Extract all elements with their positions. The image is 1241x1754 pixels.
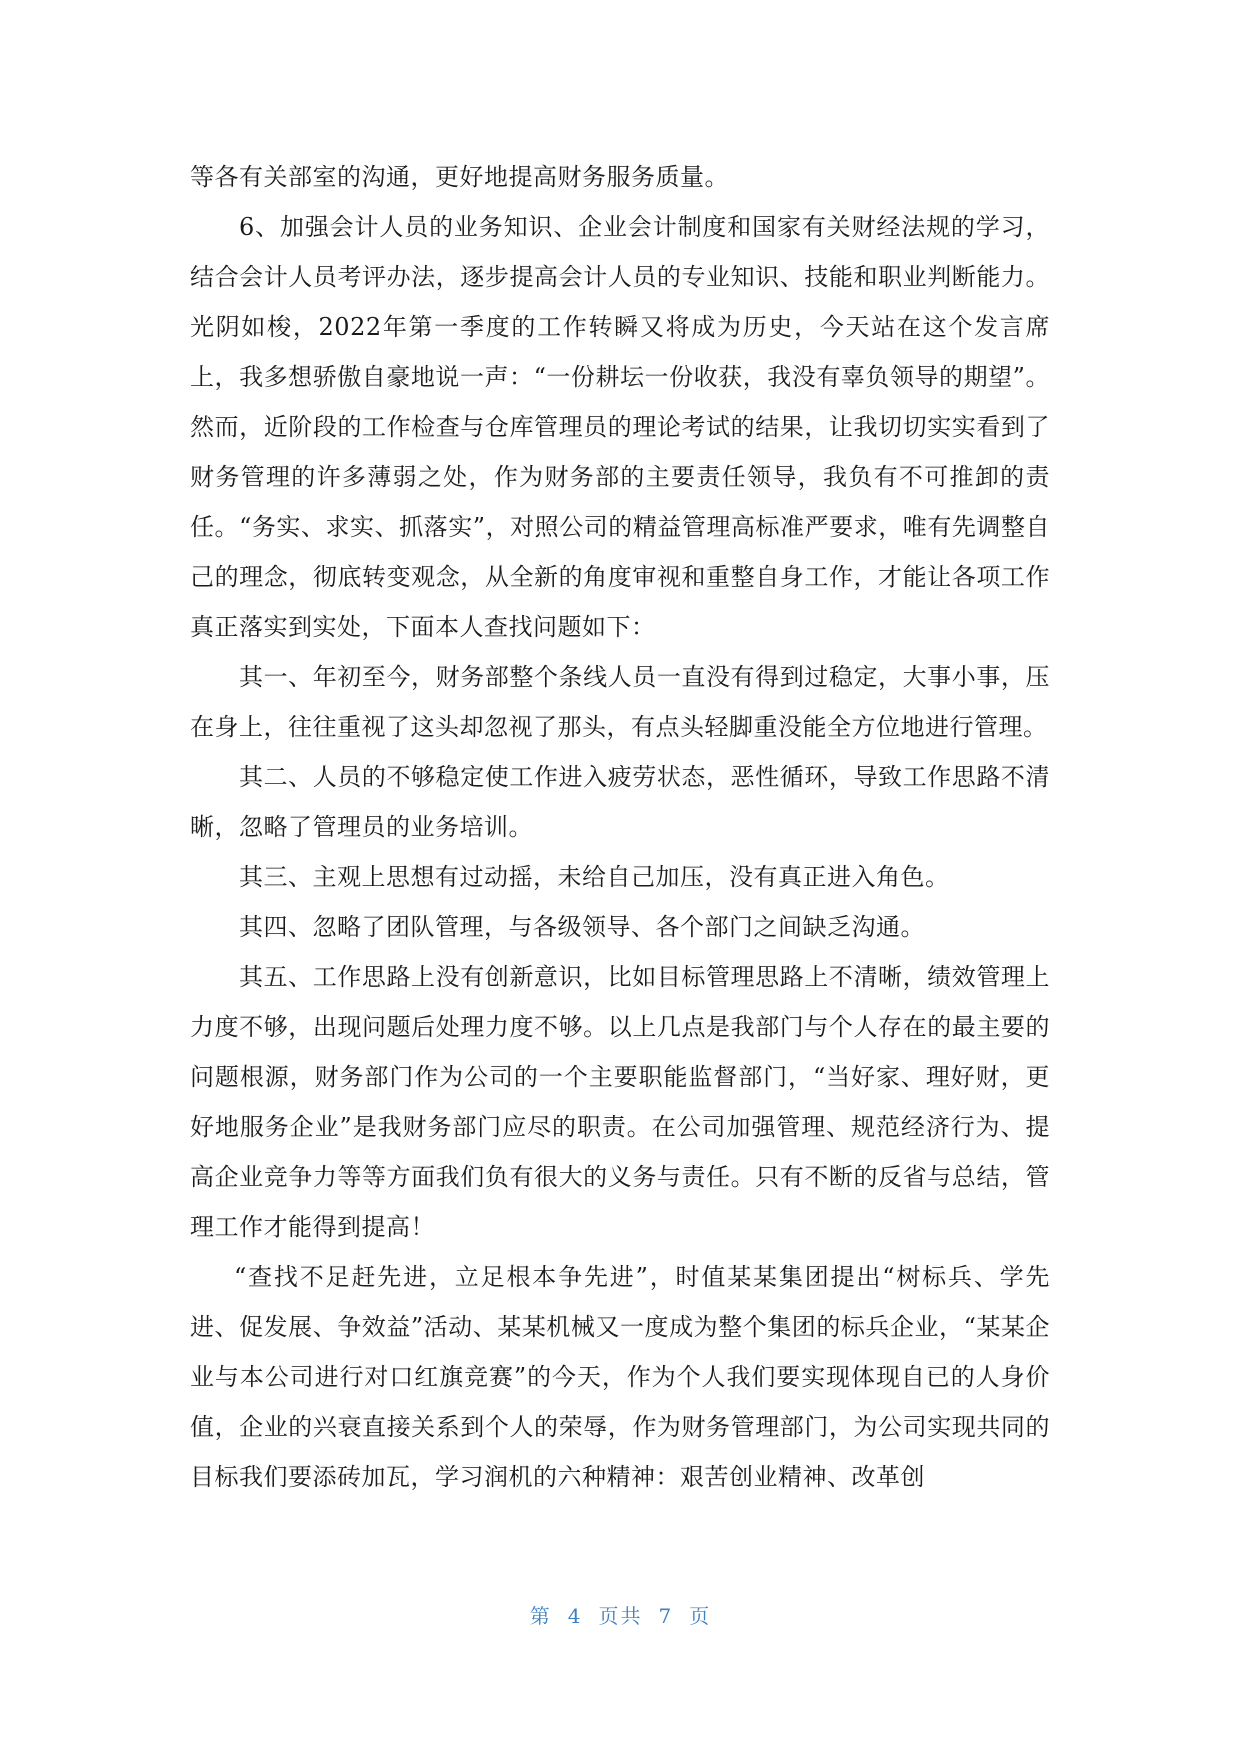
paragraph: “查找不足赶先进，立足根本争先进”，时值某某集团提出“树标兵、学先进、促发展、争效益”活动、某某机械又一度成为整个集团的标兵企业，“某某企业与本公司进行对口红旗竞赛”的今天，作为个人我们要实现体现自已的人身价值，企业的兴衰直接关系到个人的荣辱，作为财务管理部门，为公司实现共同的目标我们要添砖加瓦，学习润机的六种精神：艰苦创业精神、改革创	[190, 1263, 1050, 1491]
document-body	[190, 152, 1050, 1502]
footer-label-end: 页	[689, 1604, 712, 1628]
paragraph: 其二、人员的不够稳定使工作进入疲劳状态，恶性循环，导致工作思路不清晰，忽略了管理员的业务培训。	[190, 763, 1050, 841]
paragraph: 其四、忽略了团队管理，与各级领导、各个部门之间缺乏沟通。	[239, 913, 925, 941]
page-footer	[0, 1600, 1241, 1629]
paragraph: 6、加强会计人员的业务知识、企业会计制度和国家有关财经法规的学习，结合会计人员考评办法，逐步提高会计人员的专业知识、技能和职业判断能力。光阴如梭，2022年第一季度的工作转瞬又将成为历史，今天站在这个发言席上，我多想骄傲自豪地说一声：“一份耕坛一份收获，我没有辜负领导的期望”。然而，近阶段的工作检查与仓库管理员的理论考试的结果，让我切切实实看到了财务管理的许多薄弱之处，作为财务部的主要责任领导，我负有不可推卸的责任。“务实、求实、抓落实”，对照公司的精益管理高标准严要求，唯有先调整自己的理念，彻底转变观念，从全新的角度审视和重整自身工作，才能让各项工作真正落实到实处，下面本人查找问题如下：	[190, 213, 1050, 641]
paragraph: 其三、主观上思想有过动摇，未给自己加压，没有真正进入角色。	[239, 863, 950, 891]
footer-label-page-total: 页共	[598, 1604, 643, 1628]
current-page-number: 4	[567, 1604, 583, 1628]
total-pages-number: 7	[658, 1604, 674, 1628]
paragraph: 等各有关部室的沟通，更好地提高财务服务质量。	[190, 163, 729, 191]
footer-label-page: 第	[529, 1604, 552, 1628]
paragraph: 其五、工作思路上没有创新意识，比如目标管理思路上不清晰，绩效管理上力度不够，出现问题后处理力度不够。以上几点是我部门与个人存在的最主要的问题根源，财务部门作为公司的一个主要职能监督部门，“当好家、理好财，更好地服务企业”是我财务部门应尽的职责。在公司加强管理、规范经济行为、提高企业竞争力等等方面我们负有很大的义务与责任。只有不断的反省与总结，管理工作才能得到提高！	[190, 963, 1050, 1241]
paragraph: 其一、年初至今，财务部整个条线人员一直没有得到过稳定，大事小事，压在身上，往往重视了这头却忽视了那头，有点头轻脚重没能全方位地进行管理。	[190, 663, 1050, 741]
